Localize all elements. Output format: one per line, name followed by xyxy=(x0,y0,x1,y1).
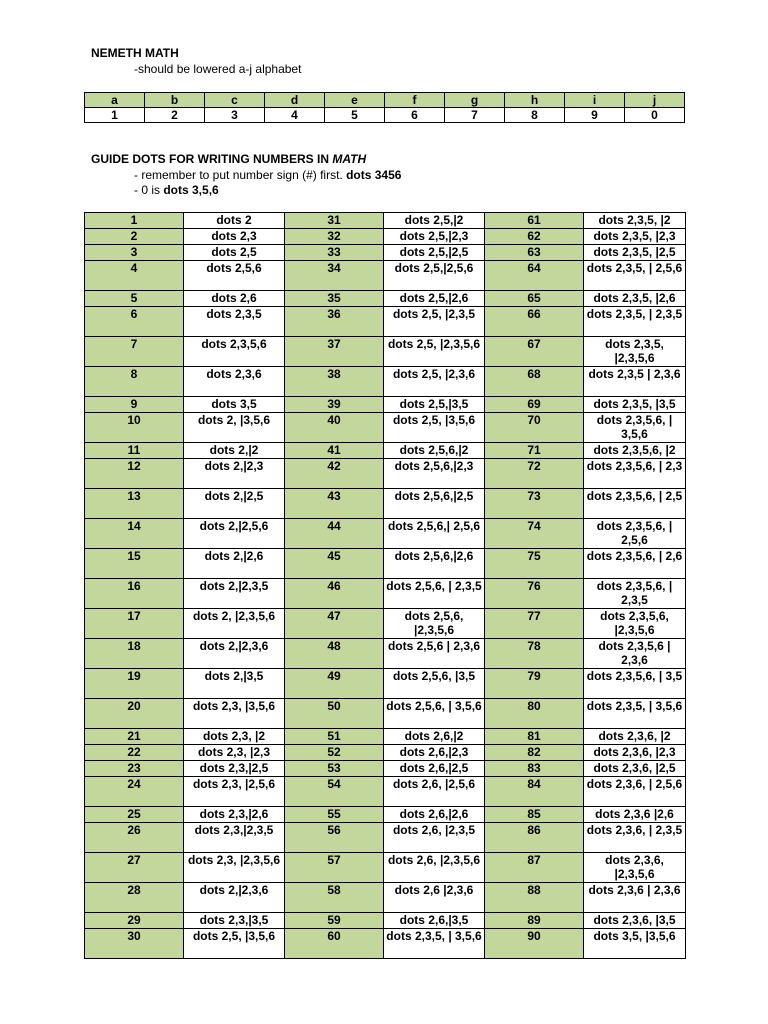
number-cell: 73 xyxy=(485,489,584,519)
guide-row xyxy=(85,245,686,261)
number-cell: 55 xyxy=(285,807,384,823)
number-sign-note-text: - remember to put number sign (#) first. xyxy=(134,168,347,182)
guide-row xyxy=(85,397,686,413)
number-cell: 56 xyxy=(285,823,384,853)
dots-cell: dots 2,6,|2,5 xyxy=(384,761,485,777)
number-cell: 38 xyxy=(285,367,384,397)
dots-cell: dots 2,3,5,6, | 2,3 xyxy=(584,459,686,489)
number-cell: 34 xyxy=(285,261,384,291)
number-cell: 83 xyxy=(485,761,584,777)
guide-row xyxy=(85,337,686,367)
number-cell: 74 xyxy=(485,519,584,549)
number-cell: 66 xyxy=(485,307,584,337)
number-cell: 9 xyxy=(85,397,184,413)
dots-cell: dots 2,3,5,6, | 3,5,6 xyxy=(584,413,686,443)
number-cell: 81 xyxy=(485,729,584,745)
number-cell: 20 xyxy=(85,699,184,729)
number-cell: 29 xyxy=(85,913,184,929)
number-cell: 40 xyxy=(285,413,384,443)
number-cell: 22 xyxy=(85,745,184,761)
guide-row xyxy=(85,367,686,397)
number-cell: 31 xyxy=(285,213,384,229)
dots-cell: dots 2,5,6 | 2,3,6 xyxy=(384,639,485,669)
number-sign-note xyxy=(134,168,401,182)
zero-dots-note xyxy=(134,183,219,197)
lowered-alphabet-note: -should be lowered a-j alphabet xyxy=(134,62,302,76)
dots-cell: dots 2,6, |2,3,5 xyxy=(384,823,485,853)
number-cell: 61 xyxy=(485,213,584,229)
number-cell: 48 xyxy=(285,639,384,669)
number-cell: 52 xyxy=(285,745,384,761)
guide-row xyxy=(85,883,686,913)
dots-cell: dots 2, |3,5,6 xyxy=(184,413,285,443)
number-cell: 63 xyxy=(485,245,584,261)
number-cell: 45 xyxy=(285,549,384,579)
number-cell: 62 xyxy=(485,229,584,245)
guide-row xyxy=(85,639,686,669)
dots-cell: dots 2,|2 xyxy=(184,443,285,459)
number-cell: 54 xyxy=(285,777,384,807)
number-cell: 10 xyxy=(85,413,184,443)
guide-row xyxy=(85,853,686,883)
number-cell: 68 xyxy=(485,367,584,397)
dots-cell: dots 2,5,|2,5,6 xyxy=(384,261,485,291)
number-cell: 82 xyxy=(485,745,584,761)
guide-row xyxy=(85,699,686,729)
guide-row xyxy=(85,229,686,245)
dots-cell: dots 2,3, |2,5,6 xyxy=(184,777,285,807)
number-cell: 15 xyxy=(85,549,184,579)
number-cell: 58 xyxy=(285,883,384,913)
number-cell: 47 xyxy=(285,609,384,639)
dots-cell: dots 2,3,6, |2,5 xyxy=(584,761,686,777)
dots-cell: dots 2,5,|2,6 xyxy=(384,291,485,307)
guide-row xyxy=(85,549,686,579)
dots-cell: dots 2,5,|2 xyxy=(384,213,485,229)
dots-cell: dots 2,6,|2 xyxy=(384,729,485,745)
number-cell: 64 xyxy=(485,261,584,291)
number-cell: 14 xyxy=(85,519,184,549)
dots-cell: dots 2,3 xyxy=(184,229,285,245)
number-cell: 76 xyxy=(485,579,584,609)
number-cell: 42 xyxy=(285,459,384,489)
number-cell: 27 xyxy=(85,853,184,883)
dots-cell: dots 2,3,6, | 2,5,6 xyxy=(584,777,686,807)
dots-cell: dots 2,5, |3,5,6 xyxy=(384,413,485,443)
dots-cell: dots 2,6,|3,5 xyxy=(384,913,485,929)
numbers-row xyxy=(85,108,685,123)
number-cell: 86 xyxy=(485,823,584,853)
number-cell: 72 xyxy=(485,459,584,489)
number-cell: 3 xyxy=(205,108,265,123)
number-cell: 25 xyxy=(85,807,184,823)
guide-row xyxy=(85,761,686,777)
dots-cell: dots 2,3,5, | 2,5,6 xyxy=(584,261,686,291)
number-cell: 69 xyxy=(485,397,584,413)
number-cell: 11 xyxy=(85,443,184,459)
dots-cell: dots 2,3,5, | 3,5,6 xyxy=(384,929,485,959)
guide-row xyxy=(85,669,686,699)
dots-cell: dots 2,3,5,6, |2,3,5,6 xyxy=(584,609,686,639)
letter-cell: e xyxy=(325,93,385,108)
dots-cell: dots 2,3,6, |3,5 xyxy=(584,913,686,929)
guide-dots-heading-text: GUIDE DOTS FOR WRITING NUMBERS IN xyxy=(91,152,333,166)
dots-cell: dots 2,5,|2,5 xyxy=(384,245,485,261)
letter-cell: f xyxy=(385,93,445,108)
dots-cell: dots 2,5, |2,3,6 xyxy=(384,367,485,397)
number-cell: 77 xyxy=(485,609,584,639)
dots-cell: dots 2,3,6 |2,6 xyxy=(584,807,686,823)
dots-cell: dots 2,|2,3,5 xyxy=(184,579,285,609)
number-cell: 50 xyxy=(285,699,384,729)
dots-cell: dots 2,3,5 | 2,3,6 xyxy=(584,367,686,397)
number-cell: 6 xyxy=(385,108,445,123)
dots-cell: dots 2,3,6, |2,3 xyxy=(584,745,686,761)
guide-dots-table xyxy=(84,212,686,959)
number-cell: 41 xyxy=(285,443,384,459)
number-cell: 70 xyxy=(485,413,584,443)
number-cell: 79 xyxy=(485,669,584,699)
dots-cell: dots 2,5,6,|2 xyxy=(384,443,485,459)
number-cell: 32 xyxy=(285,229,384,245)
number-cell: 65 xyxy=(485,291,584,307)
dots-cell: dots 2,5,6, |2,3,5,6 xyxy=(384,609,485,639)
guide-row xyxy=(85,609,686,639)
dots-cell: dots 2,5,6,|2,5 xyxy=(384,489,485,519)
number-cell: 46 xyxy=(285,579,384,609)
number-cell: 24 xyxy=(85,777,184,807)
nemeth-math-heading: NEMETH MATH xyxy=(91,46,179,60)
number-cell: 71 xyxy=(485,443,584,459)
number-cell: 60 xyxy=(285,929,384,959)
number-cell: 17 xyxy=(85,609,184,639)
guide-row xyxy=(85,929,686,959)
dots-cell: dots 2,3,5,6, | 2,6 xyxy=(584,549,686,579)
dots-cell: dots 2,3,|2,6 xyxy=(184,807,285,823)
number-cell: 78 xyxy=(485,639,584,669)
dots-cell: dots 3,5 xyxy=(184,397,285,413)
guide-row xyxy=(85,443,686,459)
guide-row xyxy=(85,579,686,609)
dots-cell: dots 2,|2,3,6 xyxy=(184,883,285,913)
guide-row xyxy=(85,745,686,761)
number-cell: 7 xyxy=(445,108,505,123)
guide-dots-table-body xyxy=(85,213,686,959)
number-cell: 57 xyxy=(285,853,384,883)
guide-row xyxy=(85,261,686,291)
dots-cell: dots 2,6 xyxy=(184,291,285,307)
guide-row xyxy=(85,489,686,519)
dots-cell: dots 2,3, |2,3,5,6 xyxy=(184,853,285,883)
dots-cell: dots 2,5,6 xyxy=(184,261,285,291)
dots-cell: dots 2,3,5, | 3,5,6 xyxy=(584,699,686,729)
dots-cell: dots 2,5,6, |3,5 xyxy=(384,669,485,699)
number-cell: 30 xyxy=(85,929,184,959)
guide-row xyxy=(85,823,686,853)
dots-cell: dots 2 xyxy=(184,213,285,229)
number-cell: 85 xyxy=(485,807,584,823)
dots-cell: dots 2,5,6, | 3,5,6 xyxy=(384,699,485,729)
number-cell: 88 xyxy=(485,883,584,913)
number-cell: 49 xyxy=(285,669,384,699)
dots-cell: dots 2,3,5,6 | 2,3,6 xyxy=(584,639,686,669)
dots-cell: dots 2,3,5, |2,6 xyxy=(584,291,686,307)
number-cell: 28 xyxy=(85,883,184,913)
number-cell: 87 xyxy=(485,853,584,883)
dots-cell: dots 2,|2,5,6 xyxy=(184,519,285,549)
dots-cell: dots 2,3,6 | 2,3,6 xyxy=(584,883,686,913)
number-cell: 6 xyxy=(85,307,184,337)
guide-dots-heading xyxy=(91,152,366,166)
number-cell: 35 xyxy=(285,291,384,307)
number-cell: 2 xyxy=(85,229,184,245)
number-cell: 5 xyxy=(325,108,385,123)
number-cell: 2 xyxy=(145,108,205,123)
number-cell: 59 xyxy=(285,913,384,929)
dots-cell: dots 2,3,|2,5 xyxy=(184,761,285,777)
dots-cell: dots 2,3,6, |2,3,5,6 xyxy=(584,853,686,883)
dots-cell: dots 2,3,5,6, | 2,5 xyxy=(584,489,686,519)
dots-cell: dots 2,3,5,6, | 2,5,6 xyxy=(584,519,686,549)
dots-cell: dots 2,3,5, |3,5 xyxy=(584,397,686,413)
guide-row xyxy=(85,459,686,489)
dots-cell: dots 2,|2,3,6 xyxy=(184,639,285,669)
number-cell: 1 xyxy=(85,213,184,229)
guide-row xyxy=(85,519,686,549)
dots-cell: dots 2,|2,5 xyxy=(184,489,285,519)
number-cell: 4 xyxy=(85,261,184,291)
dots-cell: dots 2,3,6 xyxy=(184,367,285,397)
letter-cell: d xyxy=(265,93,325,108)
number-cell: 7 xyxy=(85,337,184,367)
dots-cell: dots 2,5,|3,5 xyxy=(384,397,485,413)
dots-cell: dots 2,5,6,|2,6 xyxy=(384,549,485,579)
number-cell: 36 xyxy=(285,307,384,337)
number-cell: 84 xyxy=(485,777,584,807)
dots-cell: dots 2,6,|2,3 xyxy=(384,745,485,761)
number-cell: 26 xyxy=(85,823,184,853)
dots-cell: dots 2,3,5 xyxy=(184,307,285,337)
number-cell: 3 xyxy=(85,245,184,261)
guide-row xyxy=(85,213,686,229)
guide-row xyxy=(85,729,686,745)
number-cell: 0 xyxy=(625,108,685,123)
zero-dots-value: dots 3,5,6 xyxy=(163,183,219,197)
number-cell: 80 xyxy=(485,699,584,729)
dots-cell: dots 2,5,6, | 2,3,5 xyxy=(384,579,485,609)
number-cell: 44 xyxy=(285,519,384,549)
number-cell: 43 xyxy=(285,489,384,519)
number-cell: 53 xyxy=(285,761,384,777)
dots-cell: dots 2,3, |2 xyxy=(184,729,285,745)
dots-cell: dots 2,3,5,6, |2 xyxy=(584,443,686,459)
dots-cell: dots 2,3,5, |2,5 xyxy=(584,245,686,261)
dots-cell: dots 2,3,5,6, | 2,3,5 xyxy=(584,579,686,609)
number-cell: 8 xyxy=(85,367,184,397)
dots-cell: dots 2,|3,5 xyxy=(184,669,285,699)
number-cell: 67 xyxy=(485,337,584,367)
dots-cell: dots 2, |2,3,5,6 xyxy=(184,609,285,639)
number-cell: 33 xyxy=(285,245,384,261)
dots-cell: dots 2,5, |2,3,5,6 xyxy=(384,337,485,367)
number-cell: 37 xyxy=(285,337,384,367)
guide-row xyxy=(85,913,686,929)
guide-row xyxy=(85,413,686,443)
dots-cell: dots 2,3, |2,3 xyxy=(184,745,285,761)
dots-cell: dots 2,3,5, | 2,3,5 xyxy=(584,307,686,337)
guide-dots-heading-math: MATH xyxy=(332,152,367,166)
number-cell: 51 xyxy=(285,729,384,745)
number-cell: 19 xyxy=(85,669,184,699)
letter-cell: b xyxy=(145,93,205,108)
dots-cell: dots 2,6,|2,6 xyxy=(384,807,485,823)
letters-row xyxy=(85,93,685,108)
dots-cell: dots 2,3,|2,3,5 xyxy=(184,823,285,853)
dots-cell: dots 2,3,5, |2,3,5,6 xyxy=(584,337,686,367)
dots-cell: dots 2,5, |2,3,5 xyxy=(384,307,485,337)
dots-cell: dots 2,5,6,|2,3 xyxy=(384,459,485,489)
dots-cell: dots 3,5, |3,5,6 xyxy=(584,929,686,959)
dots-cell: dots 2,5, |3,5,6 xyxy=(184,929,285,959)
number-cell: 18 xyxy=(85,639,184,669)
number-cell: 21 xyxy=(85,729,184,745)
letter-cell: a xyxy=(85,93,145,108)
number-cell: 23 xyxy=(85,761,184,777)
guide-row xyxy=(85,777,686,807)
dots-cell: dots 2,3,5, |2,3 xyxy=(584,229,686,245)
number-cell: 9 xyxy=(565,108,625,123)
dots-cell: dots 2,3,|3,5 xyxy=(184,913,285,929)
dots-cell: dots 2,|2,6 xyxy=(184,549,285,579)
number-cell: 90 xyxy=(485,929,584,959)
number-cell: 39 xyxy=(285,397,384,413)
letter-cell: c xyxy=(205,93,265,108)
dots-cell: dots 2,3,5,6, | 3,5 xyxy=(584,669,686,699)
dots-cell: dots 2,5,6,| 2,5,6 xyxy=(384,519,485,549)
dots-cell: dots 2,|2,3 xyxy=(184,459,285,489)
letter-cell: i xyxy=(565,93,625,108)
dots-cell: dots 2,5 xyxy=(184,245,285,261)
guide-row xyxy=(85,291,686,307)
dots-cell: dots 2,3,6, | 2,3,5 xyxy=(584,823,686,853)
number-cell: 16 xyxy=(85,579,184,609)
dots-cell: dots 2,6, |2,3,5,6 xyxy=(384,853,485,883)
number-cell: 5 xyxy=(85,291,184,307)
guide-row xyxy=(85,807,686,823)
alphabet-number-table xyxy=(84,92,685,123)
number-cell: 4 xyxy=(265,108,325,123)
dots-cell: dots 2,3,5, |2 xyxy=(584,213,686,229)
number-cell: 75 xyxy=(485,549,584,579)
dots-cell: dots 2,3, |3,5,6 xyxy=(184,699,285,729)
number-sign-dots: dots 3456 xyxy=(346,168,402,182)
dots-cell: dots 2,6, |2,5,6 xyxy=(384,777,485,807)
zero-dots-note-text: - 0 is xyxy=(134,183,164,197)
dots-cell: dots 2,3,6, |2 xyxy=(584,729,686,745)
number-cell: 13 xyxy=(85,489,184,519)
letter-cell: g xyxy=(445,93,505,108)
number-cell: 8 xyxy=(505,108,565,123)
letter-cell: j xyxy=(625,93,685,108)
number-cell: 12 xyxy=(85,459,184,489)
guide-row xyxy=(85,307,686,337)
number-cell: 1 xyxy=(85,108,145,123)
number-cell: 89 xyxy=(485,913,584,929)
dots-cell: dots 2,6 |2,3,6 xyxy=(384,883,485,913)
letter-cell: h xyxy=(505,93,565,108)
dots-cell: dots 2,5,|2,3 xyxy=(384,229,485,245)
dots-cell: dots 2,3,5,6 xyxy=(184,337,285,367)
